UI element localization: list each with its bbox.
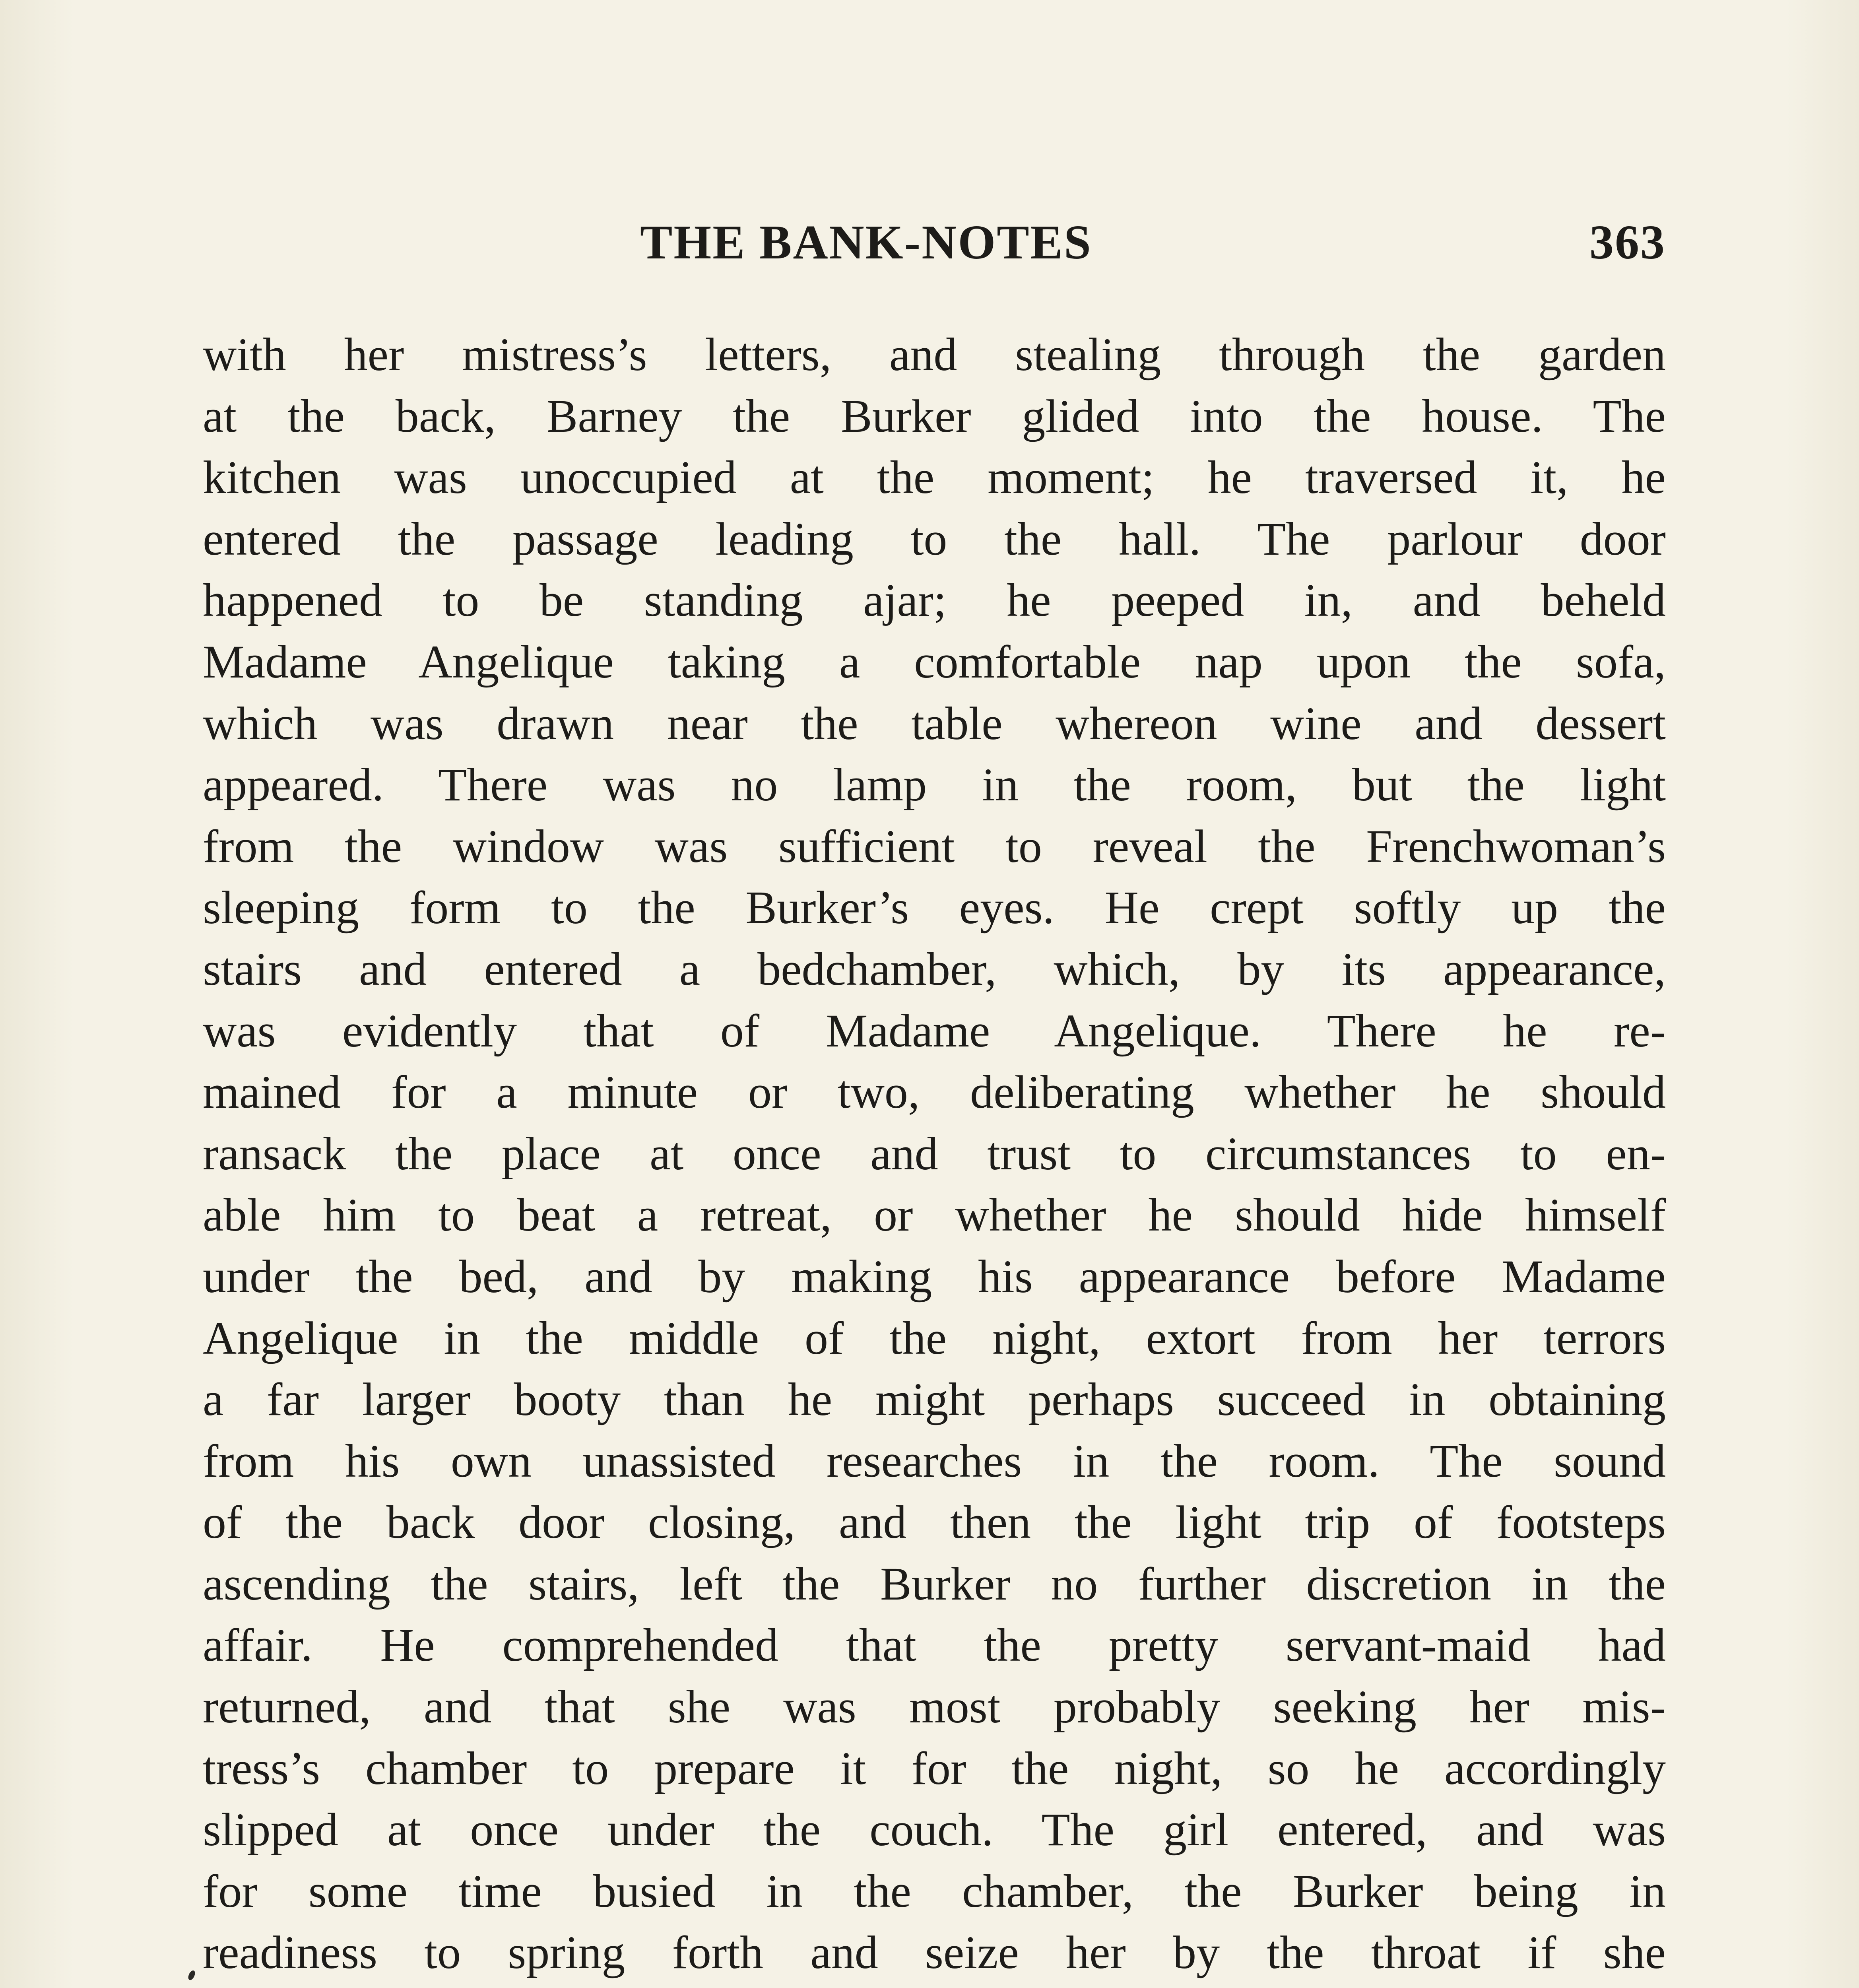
running-title: THE BANK-NOTES xyxy=(640,215,1092,269)
text-line: sleeping form to the Burker’s eyes. He crept softly up the xyxy=(203,881,1666,934)
text-line: from the window was sufficient to reveal the Frenchwoman’s xyxy=(203,820,1666,872)
text-line: from his own unassisted researches in the room. The sound xyxy=(203,1435,1666,1487)
text-line: able him to beat a retreat, or whether he should hide himself xyxy=(203,1189,1666,1241)
text-line: affair. He comprehended that the pretty servant-maid had xyxy=(203,1619,1666,1672)
text-line: which was drawn near the table whereon wine and dessert xyxy=(203,697,1666,749)
text-line: a far larger booty than he might perhaps succeed in obtaining xyxy=(203,1373,1666,1426)
text-line: Angelique in the middle of the night, extort from her terrors xyxy=(203,1312,1666,1364)
text-line: kitchen was unoccupied at the moment; he traversed it, he xyxy=(203,451,1666,504)
running-head xyxy=(203,209,1666,276)
text-line: appeared. There was no lamp in the room, but the light xyxy=(203,759,1666,811)
text-line: happened to be standing ajar; he peeped in, and beheld xyxy=(203,574,1666,627)
text-line xyxy=(203,1984,1666,1988)
text-line: mained for a minute or two, deliberating whether he should xyxy=(203,1066,1666,1118)
text-line: ascending the stairs, left the Burker no further discretion in the xyxy=(203,1557,1666,1610)
text-line: slipped at once under the couch. The girl entered, and was xyxy=(203,1804,1666,1856)
text-line: for some time busied in the chamber, the Burker being in xyxy=(203,1865,1666,1917)
text-line: returned, and that she was most probably seeking her mis- xyxy=(203,1681,1666,1733)
text-line: tress’s chamber to prepare it for the night, so he accordingly xyxy=(203,1742,1666,1794)
body-text xyxy=(203,324,1666,1988)
ink-speck xyxy=(187,1969,196,1981)
text-line: under the bed, and by making his appearance before Madame xyxy=(203,1250,1666,1303)
text-line: entered the passage leading to the hall. The parlour door xyxy=(203,513,1666,565)
text-line: ransack the place at once and trust to circumstances to en- xyxy=(203,1127,1666,1180)
page-number: 363 xyxy=(1589,215,1666,269)
text-line: at the back, Barney the Burker glided into the house. The xyxy=(203,390,1666,442)
text-line: was evidently that of Madame Angelique. There he re- xyxy=(203,1004,1666,1057)
text-line: of the back door closing, and then the light trip of footsteps xyxy=(203,1496,1666,1549)
text-line: with her mistress’s letters, and stealing through the garden xyxy=(203,328,1666,381)
text-line: readiness to spring forth and seize her by the throat if she xyxy=(203,1926,1666,1979)
text-line: stairs and entered a bedchamber, which, by its appearance, xyxy=(203,943,1666,995)
text-line: Madame Angelique taking a comfortable nap upon the sofa, xyxy=(203,635,1666,688)
